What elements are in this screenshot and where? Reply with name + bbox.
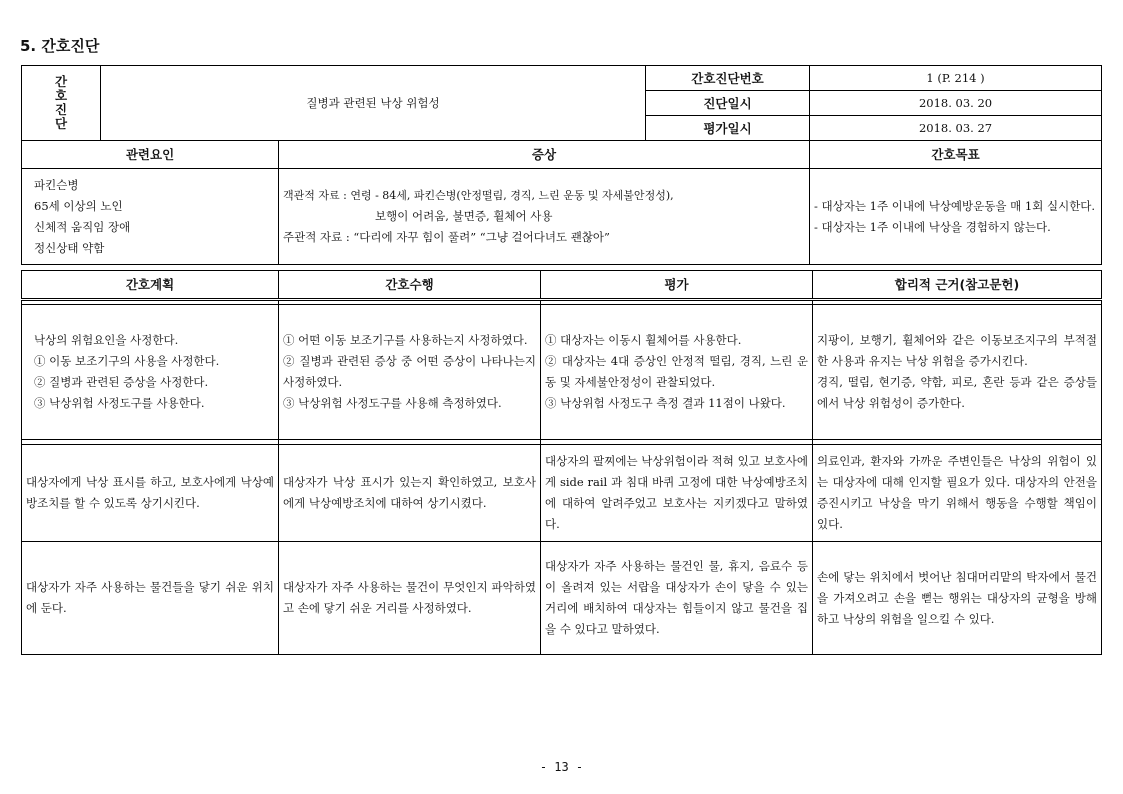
evaluation-date-value: 2018. 03. 27 xyxy=(810,116,1102,141)
implementation-cell-2: 대상자가 낙상 표시가 있는지 확인하였고, 보호사에게 낙상예방조치에 대하여 상기시켰다. xyxy=(279,445,541,542)
evaluation-cell-3: 대상자가 자주 사용하는 물건인 물, 휴지, 음료수 등이 올려져 있는 서랍을 대상자가 손이 닿을 수 있는 거리에 배치하여 대상자는 힘들이지 않고 물건을 집을 수 있다고 말하였다. xyxy=(541,542,813,655)
objective-data-cont: 보행이 어려움, 불면증, 휠체어 사용 xyxy=(375,209,553,223)
plan-line: ① 이동 보조기구의 사용을 사정한다. xyxy=(34,354,220,368)
rationale-header: 합리적 근거(참고문헌) xyxy=(813,271,1102,300)
goal-item: - 대상자는 1주 이내에 낙상을 경험하지 않는다. xyxy=(814,219,1051,234)
plan-line: 낙상의 위험요인을 사정한다. xyxy=(34,333,179,347)
factors-header: 관련요인 xyxy=(22,141,279,169)
symptoms-header: 증상 xyxy=(279,141,810,169)
factor-item: 신체적 움직임 장애 xyxy=(34,219,131,234)
diagnosis-text: 질병과 관련된 낙상 위험성 xyxy=(101,66,646,141)
rationale-cell-3: 손에 닿는 위치에서 벗어난 침대머리맡의 탁자에서 물건을 가져오려고 손을 뻗는 행위는 대상자의 균형을 방해하고 낙상의 위험을 일으킬 수 있다. xyxy=(813,542,1102,655)
implementation-line: ③ 낙상위험 사정도구를 사용해 측정하였다. xyxy=(283,396,502,410)
evaluation-cell-2: 대상자의 팔찌에는 낙상위험이라 적혀 있고 보호사에게 side rail 과 침대 바퀴 고정에 대한 낙상예방조치에 대하여 알려주었고 보호사는 지키겠다고 말하였다. xyxy=(541,445,813,542)
evaluation-header: 평가 xyxy=(541,271,813,300)
diagnosis-label: 간 호 진 단 xyxy=(22,66,101,141)
rationale-cell-2: 의료인과, 환자와 가까운 주변인들은 낙상의 위험이 있는 대상자에 대해 인지할 필요가 있다. 대상자의 안전을 증진시키고 낙상을 막기 위해서 행동을 수행할 책임이 있다. xyxy=(813,445,1102,542)
factor-item: 65세 이상의 노인 xyxy=(34,198,123,213)
plan-line: ② 질병과 관련된 증상을 사정한다. xyxy=(34,375,209,389)
objective-data: 객관적 자료 : 연령 - 84세, 파킨슨병(안정떨림, 경직, 느린 운동 및 자세불안정성), xyxy=(283,189,674,202)
rationale-cell-1 xyxy=(813,305,1102,440)
implementation-cell-1 xyxy=(279,305,541,440)
factor-item: 파킨슨병 xyxy=(34,177,79,192)
diagnosis-table xyxy=(21,65,1102,265)
goals-cell xyxy=(810,169,1102,265)
evaluation-date-label: 평가일시 xyxy=(646,116,810,141)
evaluation-line: ① 대상자는 이동시 휠체어를 사용한다. xyxy=(545,333,742,347)
page-number: - 13 - xyxy=(539,760,584,774)
implementation-line: ② 질병과 관련된 증상 중 어떤 증상이 나타나는지 사정하였다. xyxy=(283,354,536,389)
implementation-header: 간호수행 xyxy=(279,271,541,300)
factors-cell xyxy=(22,169,279,265)
diagnosis-number-value: 1 (P. 214 ) xyxy=(810,66,1102,91)
implementation-line: ① 어떤 이동 보조기구를 사용하는지 사정하였다. xyxy=(283,333,528,347)
implementation-cell-3: 대상자가 자주 사용하는 물건이 무엇인지 파악하였고 손에 닿기 쉬운 거리를 사정하였다. xyxy=(279,542,541,655)
goal-item: - 대상자는 1주 이내에 낙상예방운동을 매 1회 실시한다. xyxy=(814,198,1096,213)
rationale-line: 지팡이, 보행기, 휠체어와 같은 이동보조지구의 부적절한 사용과 유지는 낙상 위험을 증가시킨다. xyxy=(817,333,1097,368)
rationale-line: 경직, 떨림, 현기증, 약함, 피로, 혼란 등과 같은 증상들에서 낙상 위험성이 증가한다. xyxy=(817,375,1097,410)
plan-header: 간호계획 xyxy=(22,271,279,300)
diagnosis-date-label: 진단일시 xyxy=(646,91,810,116)
symptoms-cell xyxy=(279,169,810,265)
plan-line: ③ 낙상위험 사정도구를 사용한다. xyxy=(34,396,205,410)
goals-header: 간호목표 xyxy=(810,141,1102,169)
diagnosis-date-value: 2018. 03. 20 xyxy=(810,91,1102,116)
plan-cell-2: 대상자에게 낙상 표시를 하고, 보호사에게 낙상예방조치를 할 수 있도록 상기시킨다. xyxy=(22,445,279,542)
plan-cell-3: 대상자가 자주 사용하는 물건들을 닿기 쉬운 위치에 둔다. xyxy=(22,542,279,655)
section-title: 5. 간호진단 xyxy=(20,37,100,55)
care-plan-table xyxy=(21,270,1102,655)
diagnosis-number-label: 간호진단번호 xyxy=(646,66,810,91)
evaluation-line: ② 대상자는 4대 증상인 안정적 떨림, 경직, 느린 운동 및 자세불안정성이 관찰되었다. xyxy=(545,354,808,389)
factor-item: 정신상태 약함 xyxy=(34,240,105,255)
evaluation-cell-1 xyxy=(541,305,813,440)
subjective-data: 주관적 자료 : “다리에 자꾸 힘이 풀려” “그냥 걸어다녀도 괜찮아” xyxy=(283,230,610,244)
evaluation-line: ③ 낙상위험 사정도구 측정 결과 11점이 나왔다. xyxy=(545,396,786,410)
plan-cell-1 xyxy=(22,305,279,440)
